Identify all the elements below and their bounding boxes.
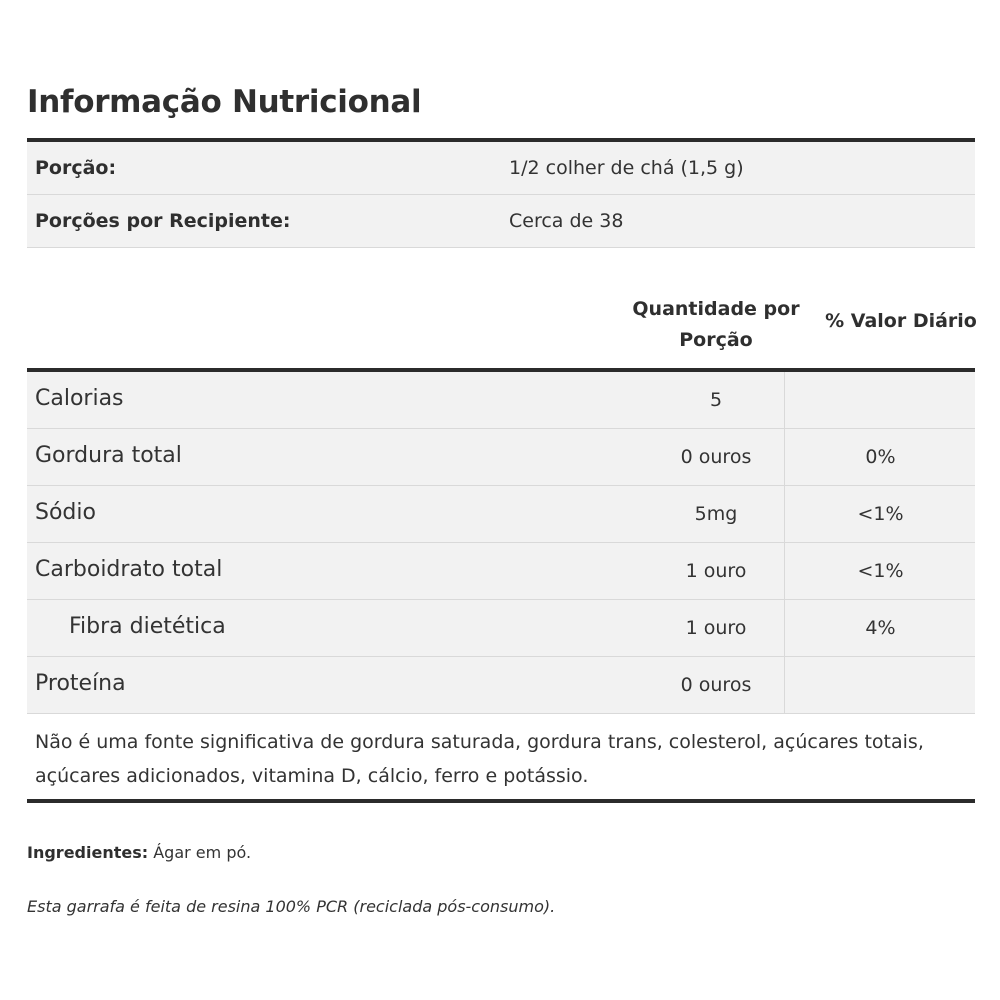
- ingredients-value: Ágar em pó.: [153, 843, 252, 862]
- nutrient-dv: 4%: [865, 617, 896, 639]
- quantity-per-serving-header: Quantidade por Porção: [632, 298, 800, 351]
- nutrient-row-sodium: [27, 486, 975, 543]
- nutrition-table-header: [27, 290, 975, 368]
- nutrition-table: [27, 368, 975, 714]
- nutrient-name: Sódio: [35, 500, 96, 525]
- nutrient-row-total-carbohydrate: [27, 543, 975, 600]
- nutrient-dv-cell: [784, 543, 976, 599]
- nutrient-amount: 5: [709, 389, 723, 411]
- nutrition-footnote: [27, 715, 975, 803]
- nutrient-name: Gordura total: [35, 443, 182, 468]
- nutrient-dv: 0%: [865, 446, 896, 468]
- per-container-value: Cerca de 38: [509, 210, 624, 232]
- nutrient-dv: <1%: [857, 560, 904, 582]
- ingredients-label: Ingredientes:: [27, 843, 149, 862]
- nutrient-row-total-fat: [27, 429, 975, 486]
- serving-row-portion: [27, 142, 975, 195]
- nutrient-name: Carboidrato total: [35, 557, 223, 582]
- nutrient-name: Proteína: [35, 671, 126, 696]
- portion-value: 1/2 colher de chá (1,5 g): [509, 157, 744, 179]
- serving-row-per-container: [27, 195, 975, 248]
- nutrient-amount: 0 ouros: [680, 446, 752, 468]
- nutrient-dv-cell: [784, 429, 976, 485]
- nutrient-dv: <1%: [857, 503, 904, 525]
- nutrient-row-dietary-fiber: [27, 600, 975, 657]
- serving-info-table: [27, 138, 975, 248]
- portion-label: Porção:: [35, 157, 117, 179]
- page-title: Informação Nutricional: [27, 84, 422, 120]
- nutrient-amount: 5mg: [694, 503, 738, 525]
- nutrient-amount: 1 ouro: [685, 617, 747, 639]
- nutrient-amount: 1 ouro: [685, 560, 747, 582]
- nutrient-name: Fibra dietética: [69, 614, 226, 639]
- per-container-label: Porções por Recipiente:: [35, 210, 291, 232]
- packaging-note: Esta garrafa é feita de resina 100% PCR (reciclada pós-consumo).: [27, 897, 556, 916]
- nutrient-dv-cell: [784, 657, 976, 713]
- nutrient-dv-cell: [784, 486, 976, 542]
- nutrient-dv-cell: [784, 372, 976, 428]
- daily-value-header: % Valor Diário: [825, 310, 977, 332]
- nutrient-row-calories: [27, 372, 975, 429]
- nutrient-name: Calorias: [35, 386, 124, 411]
- ingredients-line: [27, 843, 251, 862]
- footnote-text: Não é uma fonte significativa de gordura saturada, gordura trans, colesterol, açúcares totais, açúcares adicionados, vitamina D, cálcio, ferro e potássio.: [35, 731, 924, 787]
- nutrient-amount: 0 ouros: [680, 674, 752, 696]
- nutrient-dv-cell: [784, 600, 976, 656]
- nutrient-row-protein: [27, 657, 975, 714]
